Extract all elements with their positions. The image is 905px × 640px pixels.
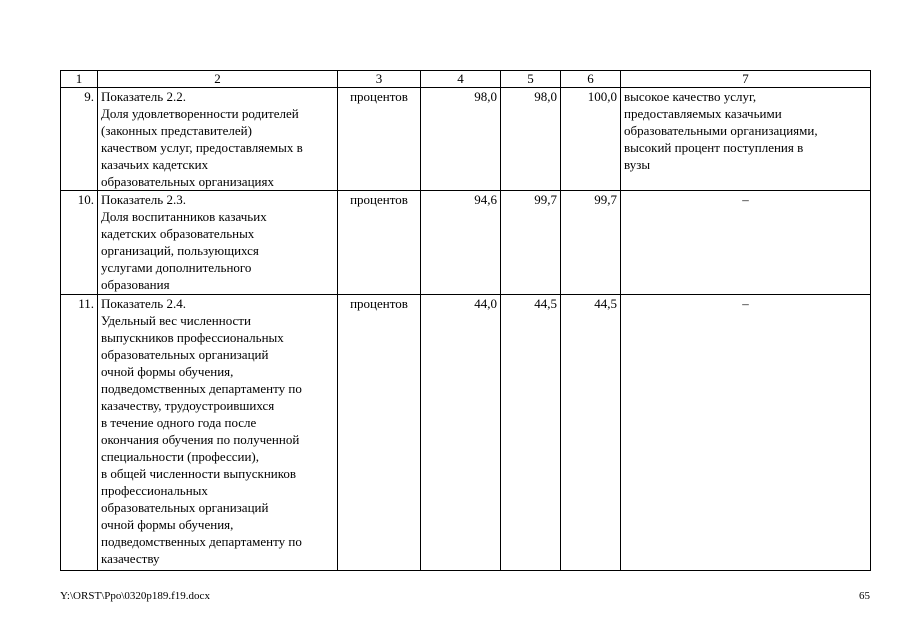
indicator-line: качеством услуг, предоставляемых в: [101, 140, 303, 155]
header-cell-5: 5: [501, 71, 561, 88]
indicator-cell: [98, 191, 338, 295]
note-line: высокое качество услуг,: [624, 89, 757, 104]
row-number: 10.: [61, 191, 98, 295]
indicator-line: Удельный вес численности: [101, 313, 251, 328]
indicator-line: Показатель 2.2.: [101, 89, 186, 104]
value-col4: 44,0: [421, 295, 501, 571]
indicator-line: Доля удовлетворенности родителей: [101, 106, 299, 121]
indicator-line: в общей численности выпускников: [101, 466, 297, 481]
indicator-line: образовательных организациях: [101, 174, 274, 189]
indicator-line: Показатель 2.4.: [101, 296, 186, 311]
value-col4: 98,0: [421, 88, 501, 191]
header-cell-2: 2: [98, 71, 338, 88]
indicator-line: подведомственных департаменту по: [101, 534, 302, 549]
indicator-line: образования: [101, 277, 170, 292]
table-row: [61, 295, 871, 571]
note-cell: –: [621, 295, 871, 571]
footer-file-path: Y:\ORST\Ppo\0320p189.f19.docx: [60, 590, 210, 602]
indicator-line: подведомственных департаменту по: [101, 381, 302, 396]
indicator-cell: [98, 88, 338, 191]
value-col6: 99,7: [561, 191, 621, 295]
value-col5: 98,0: [501, 88, 561, 191]
indicator-line: услугами дополнительного: [101, 260, 252, 275]
table-row: [61, 88, 871, 191]
value-col6: 100,0: [561, 88, 621, 191]
header-cell-1: 1: [61, 71, 98, 88]
note-line: образовательными организациями,: [624, 123, 818, 138]
indicator-line: казачьих кадетских: [101, 157, 209, 172]
indicator-line: Доля воспитанников казачьих: [101, 209, 267, 224]
note-line: высокий процент поступления в: [624, 140, 804, 155]
note-cell: [621, 88, 871, 191]
indicator-line: Показатель 2.3.: [101, 192, 186, 207]
unit-cell: процентов: [338, 295, 421, 571]
indicator-line: в течение одного года после: [101, 415, 257, 430]
row-number: 9.: [61, 88, 98, 191]
note-cell: –: [621, 191, 871, 295]
value-col5: 44,5: [501, 295, 561, 571]
value-col5: 99,7: [501, 191, 561, 295]
row-number: 11.: [61, 295, 98, 571]
value-col4: 94,6: [421, 191, 501, 295]
table-header-row: [61, 71, 871, 88]
header-cell-7: 7: [621, 71, 871, 88]
indicator-line: кадетских образовательных: [101, 226, 255, 241]
unit-cell: процентов: [338, 191, 421, 295]
header-cell-3: 3: [338, 71, 421, 88]
indicator-line: образовательных организаций: [101, 347, 269, 362]
indicator-cell: [98, 295, 338, 571]
indicator-line: образовательных организаций: [101, 500, 269, 515]
note-line: предоставляемых казачьими: [624, 106, 782, 121]
indicator-line: (законных представителей): [101, 123, 252, 138]
table-row: [61, 191, 871, 295]
indicator-line: казачеству, трудоустроившихся: [101, 398, 275, 413]
indicators-table: [60, 70, 871, 571]
indicator-line: выпускников профессиональных: [101, 330, 284, 345]
header-cell-6: 6: [561, 71, 621, 88]
indicator-line: организаций, пользующихся: [101, 243, 259, 258]
indicator-line: очной формы обучения,: [101, 364, 234, 379]
indicator-line: казачеству: [101, 551, 160, 566]
indicator-line: специальности (профессии),: [101, 449, 259, 464]
note-line: вузы: [624, 157, 651, 172]
footer-page-number: 65: [859, 590, 870, 602]
unit-cell: процентов: [338, 88, 421, 191]
indicator-line: профессиональных: [101, 483, 208, 498]
indicator-line: очной формы обучения,: [101, 517, 234, 532]
indicator-line: окончания обучения по полученной: [101, 432, 300, 447]
value-col6: 44,5: [561, 295, 621, 571]
header-cell-4: 4: [421, 71, 501, 88]
